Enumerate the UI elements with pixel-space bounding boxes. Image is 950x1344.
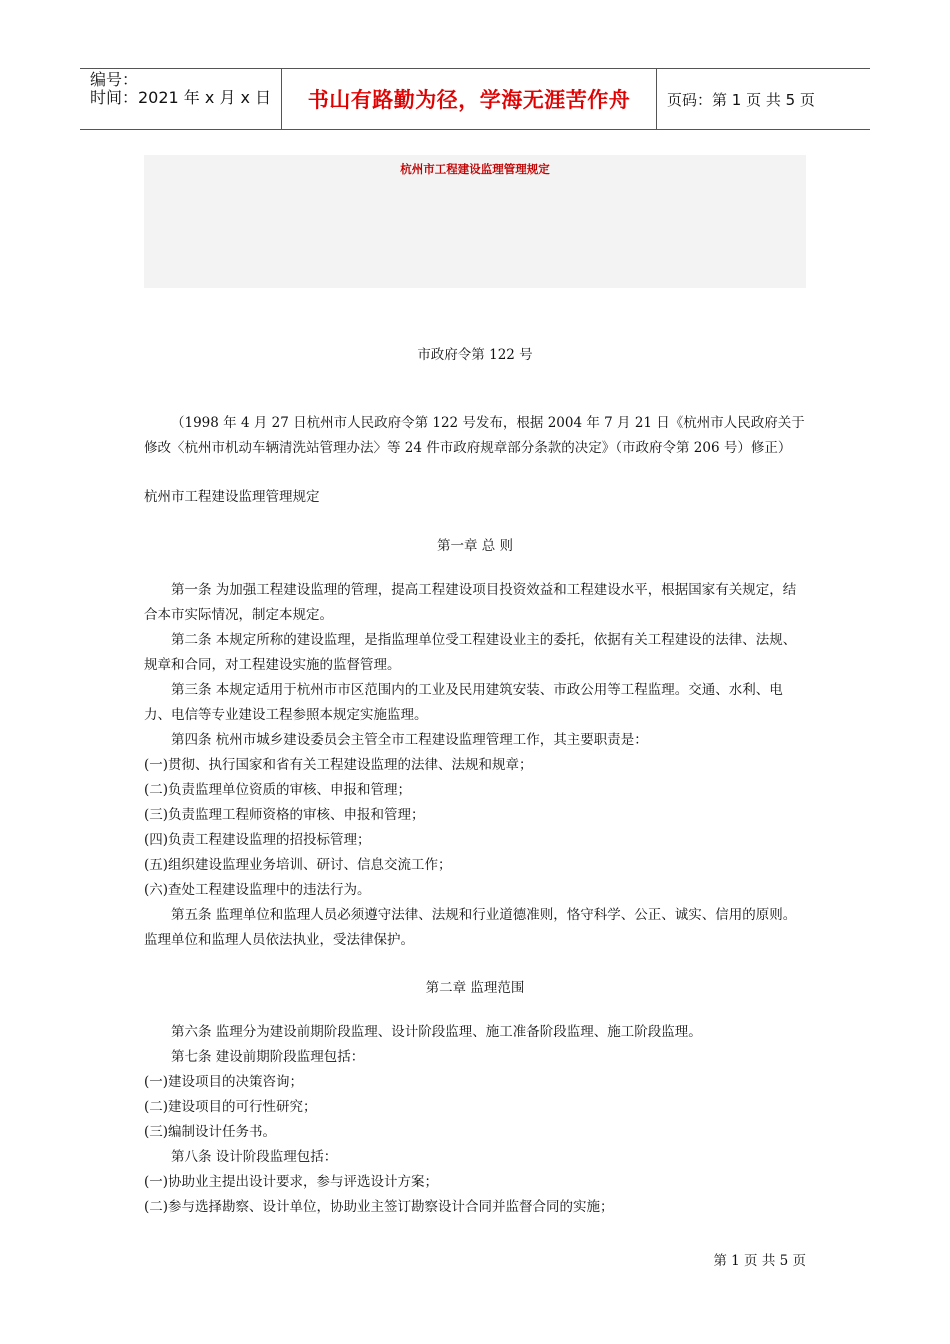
paragraph: (二)建设项目的可行性研究；: [144, 1099, 317, 1115]
paragraph: 第七条 建设前期阶段监理包括：: [171, 1049, 365, 1065]
paragraph: (一)贯彻、执行国家和省有关工程建设监理的法律、法规和规章；: [144, 757, 533, 773]
paragraph: (二)负责监理单位资质的审核、申报和管理；: [144, 782, 412, 798]
paragraph: (三)负责监理工程师资格的审核、申报和管理；: [144, 807, 425, 823]
time-label: 时间：2021 年 x 月 x 日: [90, 88, 272, 107]
order-number: 市政府令第 122 号: [417, 347, 533, 363]
banner-title: 杭州市工程建设监理管理规定: [400, 162, 550, 176]
paragraph: 第四条 杭州市城乡建设委员会主管全市工程建设监理管理工作，其主要职责是：: [171, 732, 648, 748]
number-label: 编号：: [90, 70, 139, 89]
paragraph: 第一条 为加强工程建设监理的管理，提高工程建设项目投资效益和工程建设水平，根据国家有关规定，结合本市实际情况，制定本规定。: [144, 582, 797, 623]
paragraph: (五)组织建设监理业务培训、研讨、信息交流工作；: [144, 857, 452, 873]
header-table: [80, 68, 870, 130]
paragraph: 第五条 监理单位和监理人员必须遵守法律、法规和行业道德准则，恪守科学、公正、诚实、信用的原则。监理单位和监理人员依法执业，受法律保护。: [144, 907, 797, 948]
paragraph: (六)查处工程建设监理中的违法行为。: [144, 882, 371, 898]
document-title: 杭州市工程建设监理管理规定: [144, 489, 320, 505]
publication-note-text: （1998 年 4 月 27 日杭州市人民政府令第 122 号发布，根据 2004 年 7 月 21 日《杭州市人民政府关于修改〈杭州市机动车辆清洗站管理办法〉等 24 件市政府规章部分条款的决定》（市政府令第 206 号）修正）: [144, 415, 805, 456]
title-banner: [144, 155, 806, 288]
paragraph: 第六条 监理分为建设前期阶段监理、设计阶段监理、施工准备阶段监理、施工阶段监理。: [171, 1024, 702, 1040]
chapter2-heading: 第二章 监理范围: [425, 980, 525, 996]
header-left-cell: [80, 69, 281, 129]
paragraph: 第八条 设计阶段监理包括：: [171, 1149, 338, 1165]
paragraph: (二)参与选择勘察、设计单位，协助业主签订勘察设计合同并监督合同的实施；: [144, 1199, 614, 1215]
chapter2-body: [144, 1020, 806, 1220]
publication-note: [144, 411, 806, 461]
header-page-info: 页码：第 1 页 共 5 页: [667, 90, 815, 109]
paragraph: 第三条 本规定适用于杭州市市区范围内的工业及民用建筑安装、市政公用等工程监理。交通、水利、电力、电信等专业建设工程参照本规定实施监理。: [144, 682, 783, 723]
paragraph: (四)负责工程建设监理的招投标管理；: [144, 832, 371, 848]
paragraph: (三)编制设计任务书。: [144, 1124, 277, 1140]
paragraph: (一)协助业主提出设计要求，参与评选设计方案；: [144, 1174, 439, 1190]
paragraph: 第二条 本规定所称的建设监理，是指监理单位受工程建设业主的委托，依据有关工程建设的法律、法规、规章和合同，对工程建设实施的监督管理。: [144, 632, 797, 673]
paragraph: (一)建设项目的决策咨询；: [144, 1074, 304, 1090]
chapter1-heading: 第一章 总 则: [436, 538, 514, 554]
chapter1-body: [144, 578, 806, 953]
page-footer: 第 1 页 共 5 页: [713, 1253, 806, 1269]
header-motto: 书山有路勤为径，学海无涯苦作舟: [281, 69, 657, 129]
